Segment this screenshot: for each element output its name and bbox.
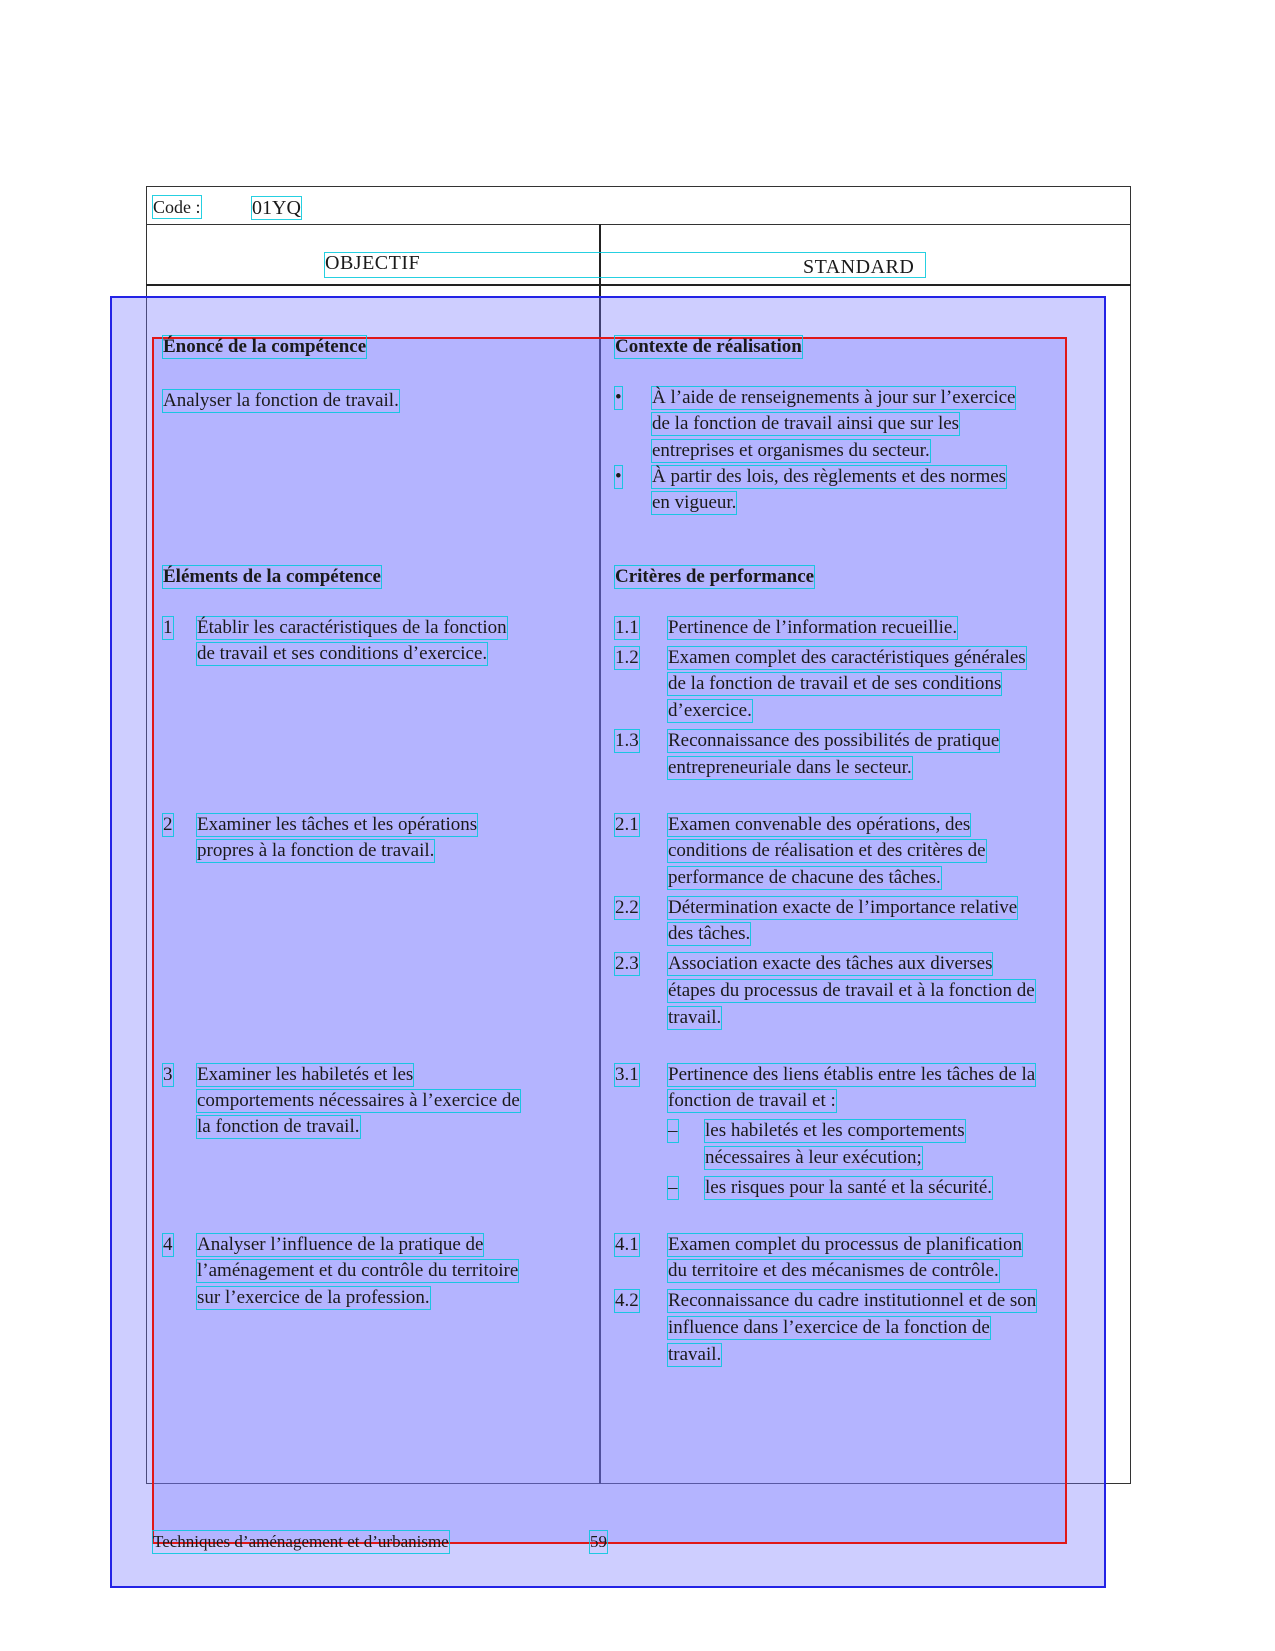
sub-bullet-line: les risques pour la santé et la sécurité. [705, 1177, 993, 1198]
critere-line: Pertinence de l’information recueillie. [668, 617, 958, 638]
element-line: Examiner les tâches et les opérations [197, 814, 478, 835]
sub-bullet-line: nécessaires à leur exécution; [705, 1147, 922, 1168]
critere-line: Reconnaissance du cadre institutionnel et de son [668, 1290, 1037, 1311]
critere-number: 4.1 [615, 1234, 639, 1255]
critere-number: 4.2 [615, 1290, 639, 1311]
sub-bullet-dash: – [668, 1177, 678, 1198]
code-row-divider [146, 224, 1131, 225]
element-line: comportements nécessaires à l’exercice de [197, 1090, 520, 1111]
element-line: Analyser l’influence de la pratique de [197, 1234, 484, 1255]
critere-number: 1.1 [615, 617, 639, 638]
critere-line: travail. [668, 1007, 722, 1028]
element-line: la fonction de travail. [197, 1116, 360, 1137]
element-line: propres à la fonction de travail. [197, 840, 435, 861]
footer-title: Techniques d’aménagement et d’urbanisme [153, 1532, 449, 1551]
sub-bullet-line: les habiletés et les comportements [705, 1120, 965, 1141]
critere-line: fonction de travail et : [668, 1090, 836, 1111]
footer-page-number: 59 [590, 1532, 607, 1551]
critere-line: Examen complet du processus de planification [668, 1234, 1023, 1255]
contexte-heading: Contexte de réalisation [615, 336, 802, 357]
column-header-band [325, 253, 925, 277]
criteres-heading: Critères de performance [615, 566, 815, 587]
critere-line: conditions de réalisation et des critères de [668, 840, 986, 861]
element-number: 1 [163, 617, 173, 638]
critere-number: 2.1 [615, 814, 639, 835]
critere-line: influence dans l’exercice de la fonction de [668, 1317, 990, 1338]
element-line: Établir les caractéristiques de la fonction [197, 617, 507, 638]
critere-line: Pertinence des liens établis entre les tâches de la [668, 1064, 1036, 1085]
critere-line: de la fonction de travail et de ses conditions [668, 673, 1002, 694]
element-number: 2 [163, 814, 173, 835]
standard-header: STANDARD [803, 256, 915, 278]
element-line: l’aménagement et du contrôle du territoire [197, 1260, 519, 1281]
critere-line: des tâches. [668, 923, 751, 944]
code-value: 01YQ [252, 197, 301, 219]
critere-line: Détermination exacte de l’importance relative [668, 897, 1018, 918]
contexte-line: entreprises et organismes du secteur. [652, 440, 930, 461]
critere-line: performance de chacune des tâches. [668, 867, 941, 888]
header-row-divider [146, 284, 1131, 286]
contexte-line: de la fonction de travail ainsi que sur les [652, 413, 960, 434]
element-line: sur l’exercice de la profession. [197, 1287, 430, 1308]
element-line: de travail et ses conditions d’exercice. [197, 643, 488, 664]
critere-number: 1.3 [615, 730, 639, 751]
contexte-line: À partir des lois, des règlements et des normes [652, 466, 1007, 487]
sub-bullet-dash: – [668, 1120, 678, 1141]
element-line: Examiner les habiletés et les [197, 1064, 414, 1085]
critere-number: 2.3 [615, 953, 639, 974]
column-divider [599, 224, 601, 1484]
contexte-line: À l’aide de renseignements à jour sur l’exercice [652, 387, 1016, 408]
element-number: 4 [163, 1234, 173, 1255]
objectif-header: OBJECTIF [325, 252, 421, 274]
code-label: Code : [153, 197, 201, 217]
enonce-text: Analyser la fonction de travail. [163, 390, 399, 411]
critere-line: Reconnaissance des possibilités de pratique [668, 730, 1000, 751]
critere-line: entrepreneuriale dans le secteur. [668, 757, 912, 778]
critere-line: du territoire et des mécanismes de contrôle. [668, 1260, 999, 1281]
critere-line: d’exercice. [668, 700, 752, 721]
bullet-symbol: • [615, 387, 622, 408]
critere-number: 3.1 [615, 1064, 639, 1085]
bullet-symbol: • [615, 466, 622, 487]
critere-line: travail. [668, 1344, 722, 1365]
critere-number: 1.2 [615, 647, 639, 668]
critere-line: Association exacte des tâches aux diverses [668, 953, 993, 974]
contexte-line: en vigueur. [652, 492, 737, 513]
critere-number: 2.2 [615, 897, 639, 918]
elements-heading: Éléments de la compétence [163, 566, 381, 587]
critere-line: Examen convenable des opérations, des [668, 814, 971, 835]
enonce-heading: Énoncé de la compétence [163, 336, 367, 357]
critere-line: Examen complet des caractéristiques générales [668, 647, 1026, 668]
element-number: 3 [163, 1064, 173, 1085]
critere-line: étapes du processus de travail et à la fonction de [668, 980, 1035, 1001]
